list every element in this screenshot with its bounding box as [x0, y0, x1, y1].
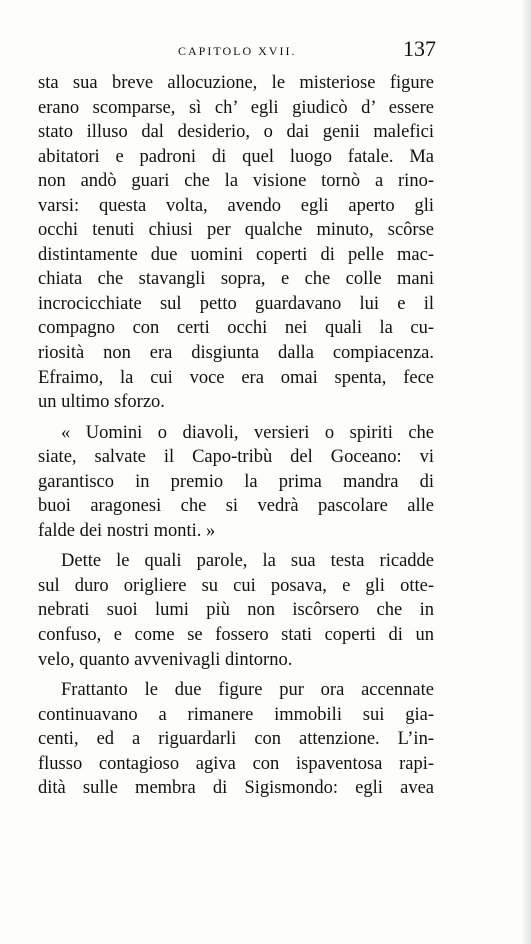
paragraph: [38, 549, 434, 672]
text-line: Frattanto le due figure pur ora accennate: [61, 680, 434, 701]
page-number: 137: [403, 36, 436, 61]
running-head: CAPITOLO XVII.: [178, 44, 297, 58]
text-line: sul duro origliere su cui posava, e gli otte-: [38, 575, 434, 596]
text-line: incrocicchiate sul petto guardavano lui e il: [38, 293, 434, 314]
text-line: nebrati suoi lumi più non iscôrsero che in: [38, 600, 434, 621]
text-line: chiata che stavangli sopra, e che colle mani: [38, 269, 434, 290]
text-line: occhi tenuti chiusi per qualche minuto, scôrse: [38, 220, 434, 241]
text-line: non andò guari che la visione tornò a rino-: [38, 171, 434, 192]
text-line: compagno con certi occhi nei quali la cu-: [38, 318, 434, 339]
text-line: garantisco in premio la prima mandra di: [38, 471, 434, 492]
text-line: confuso, e come se fossero stati coperti di un: [38, 625, 434, 646]
text-line: centi, ed a riguardarli con attenzione. L’in-: [38, 729, 434, 750]
text-line: riosità non era disgiunta dalla compiacenza.: [38, 343, 434, 364]
paragraph: [38, 71, 434, 415]
text-line: « Uomini o diavoli, versieri o spiriti che: [61, 422, 434, 443]
page-header: [38, 36, 436, 68]
page-gutter-shadow: [521, 0, 531, 944]
text-line: sta sua breve allocuzione, le misteriose figure: [38, 73, 434, 93]
text-line: flusso contagioso agiva con ispaventosa rapi-: [38, 753, 434, 774]
text-line: distintamente due uomini coperti di pelle mac-: [38, 244, 434, 265]
text-line: dità sulle membra di Sigismondo: egli avea: [38, 778, 434, 799]
text-line: abitatori e padroni di quel luogo fatale. Ma: [38, 146, 434, 167]
text-line: erano scomparse, sì ch’ egli giudicò d’ essere: [38, 97, 434, 118]
text-line: stato illuso dal desiderio, o dai genii malefici: [38, 122, 434, 143]
text-line: Efraimo, la cui voce era omai spenta, fece: [38, 367, 434, 388]
text-line: buoi aragonesi che si vedrà pascolare alle: [38, 496, 434, 517]
text-line: siate, salvate il Capo-tribù del Goceano: vi: [38, 447, 434, 468]
text-line: Dette le quali parole, la sua testa ricadde: [61, 551, 434, 572]
paragraph: [38, 678, 434, 801]
text-line: un ultimo sforzo.: [38, 392, 165, 413]
body-text: [38, 71, 434, 801]
text-line: continuavano a rimanere immobili sui gia-: [38, 704, 434, 725]
paragraph-quotation: [38, 421, 434, 544]
text-line: varsi: questa volta, avendo egli aperto gli: [38, 195, 434, 216]
text-line: falde dei nostri monti. »: [38, 520, 216, 541]
text-line: velo, quanto avvenivagli dintorno.: [38, 649, 293, 670]
